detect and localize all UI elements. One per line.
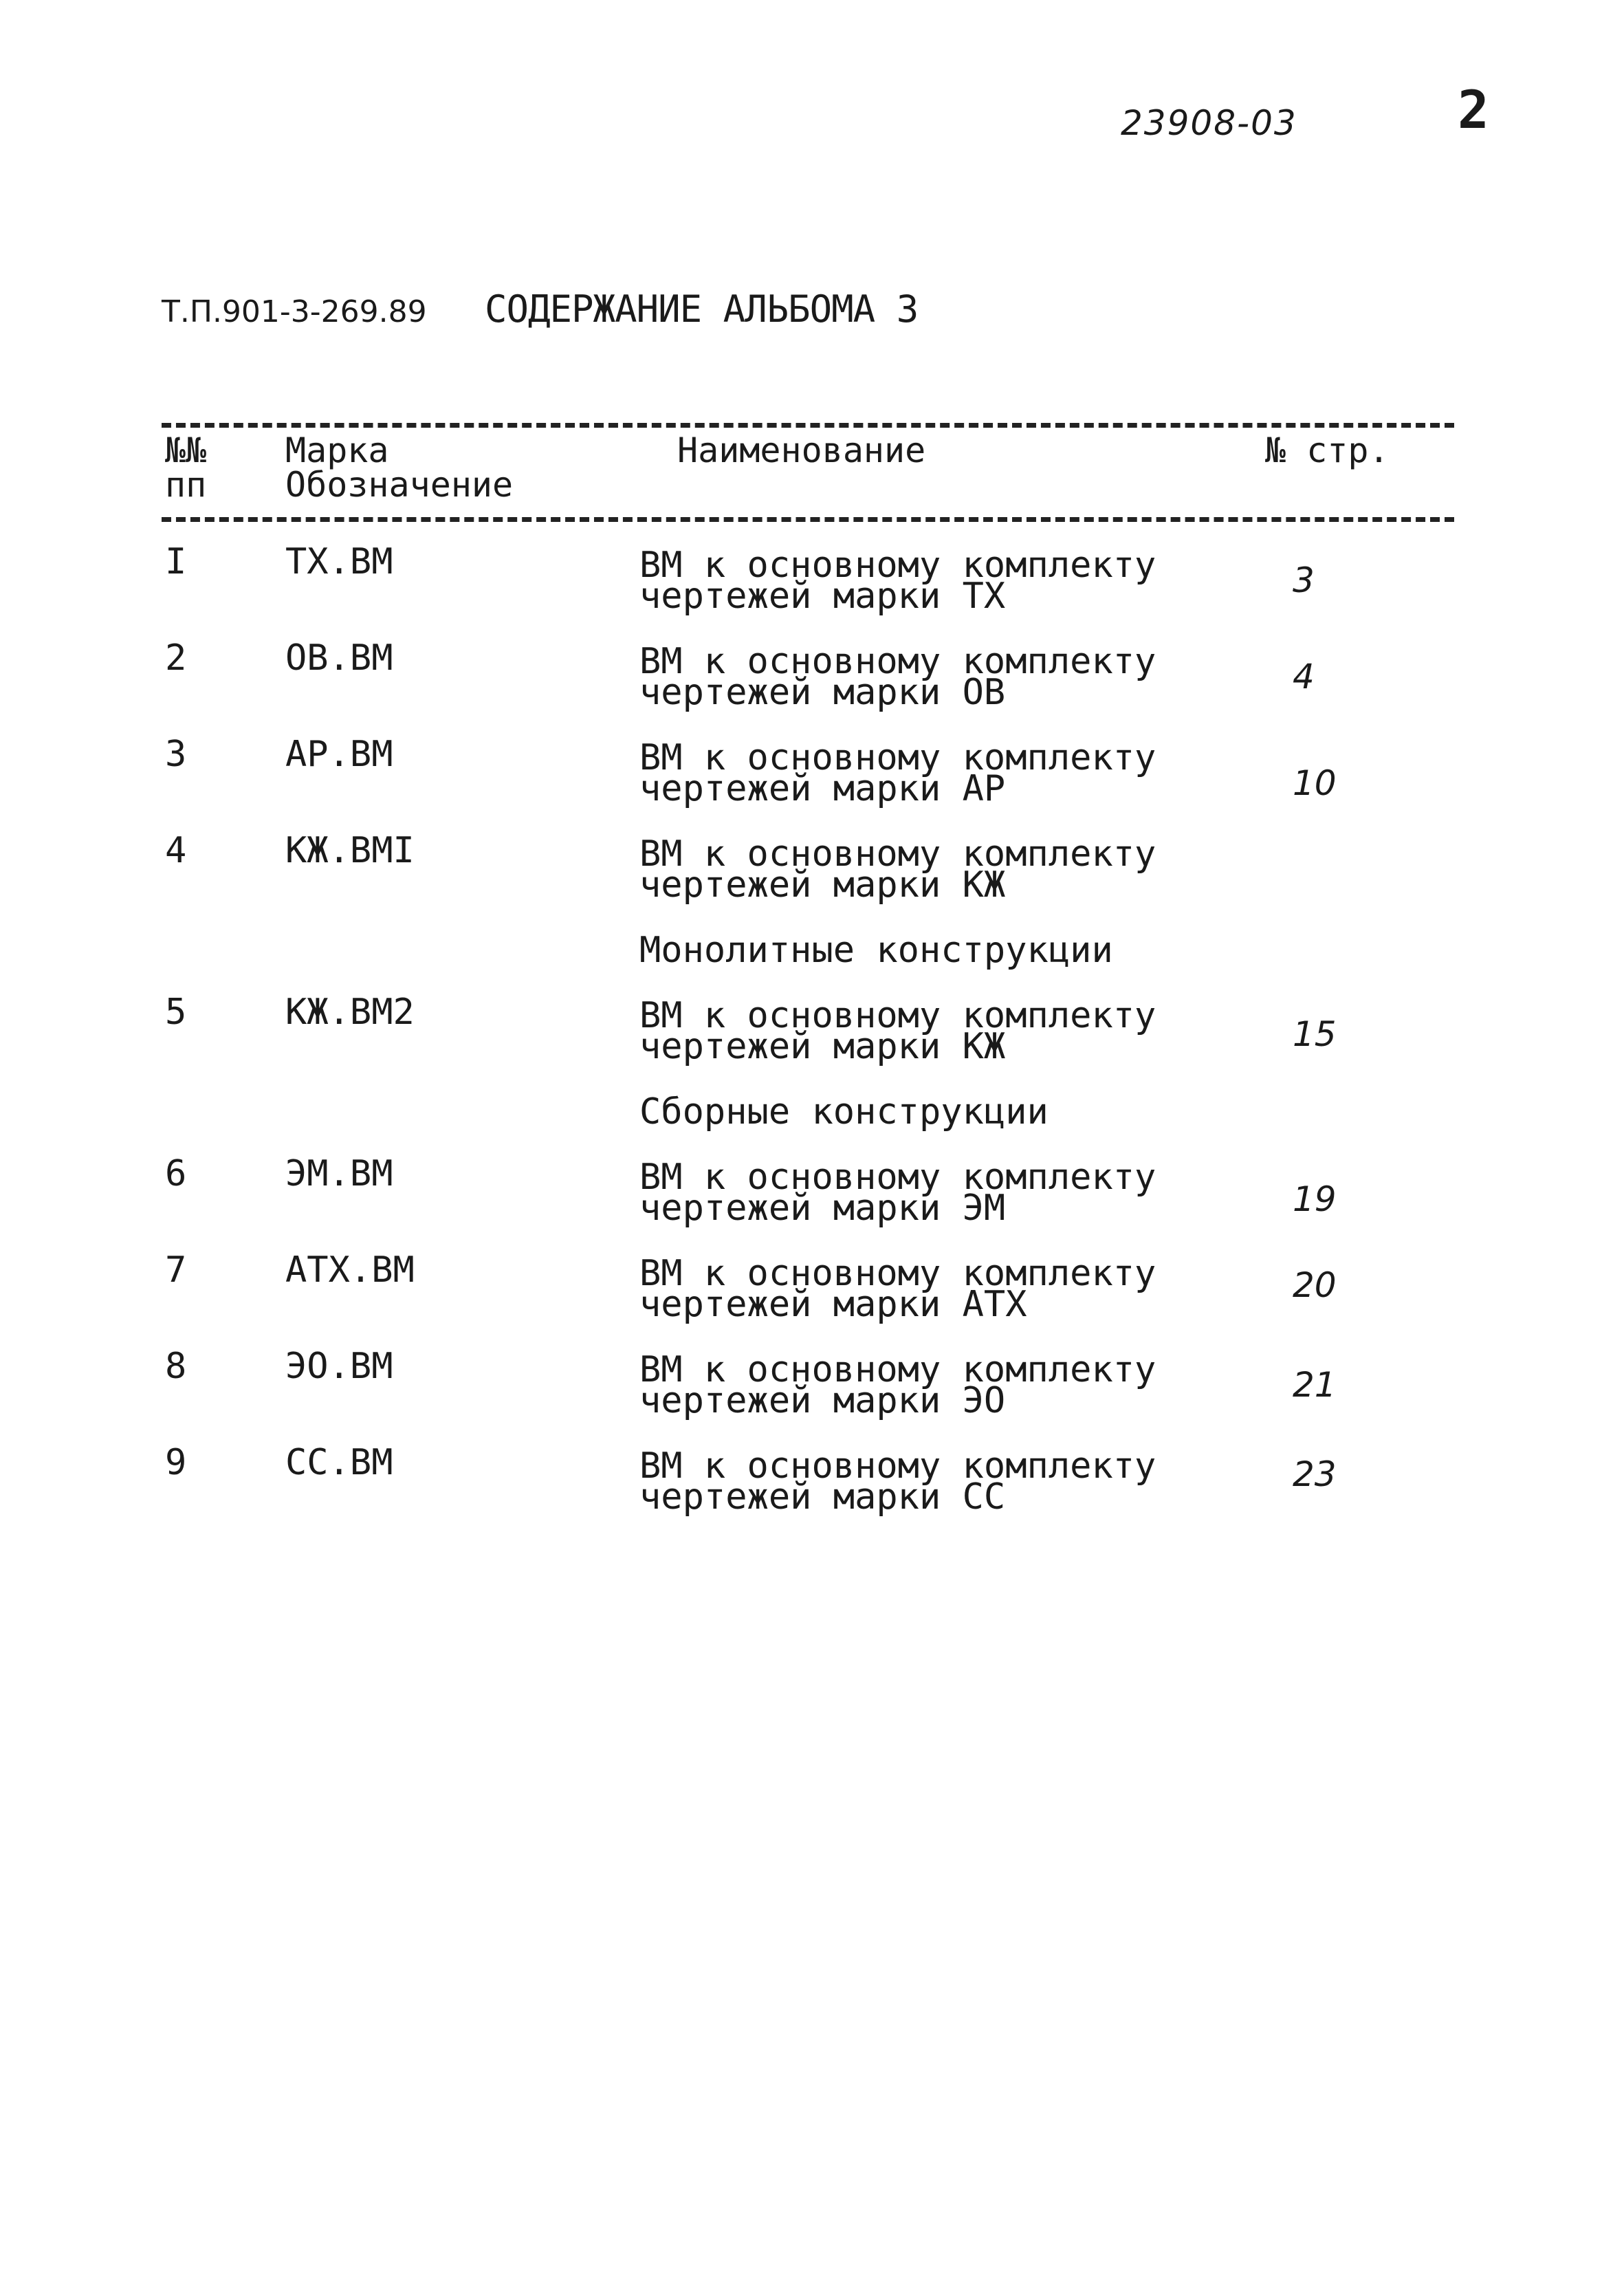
section-subheading: Сборные конструкции — [639, 1091, 1049, 1133]
row-page: 15 — [1293, 1014, 1337, 1054]
row-page: 19 — [1293, 1179, 1337, 1219]
row-name-line2: чертежей марки ТХ — [639, 576, 1006, 617]
header-mark-line2: Обозначение — [285, 465, 514, 505]
row-number: 6 — [165, 1153, 187, 1194]
row-mark: АР.ВМ — [285, 734, 393, 775]
row-name-line2: чертежей марки СС — [639, 1476, 1006, 1518]
row-mark: ЭМ.ВМ — [285, 1153, 393, 1194]
row-number: 3 — [165, 734, 187, 775]
row-page: 10 — [1293, 763, 1337, 803]
row-name-line1: ВМ к основному комплекту — [639, 545, 1156, 586]
row-name-line1: ВМ к основному комплекту — [639, 1349, 1156, 1390]
row-name-line1: ВМ к основному комплекту — [639, 737, 1156, 778]
row-mark: АТХ.ВМ — [285, 1249, 415, 1291]
row-mark: КЖ.ВМ2 — [285, 992, 415, 1033]
row-number: 7 — [165, 1249, 187, 1291]
top-dashed-rule — [162, 423, 1454, 428]
row-name-line1: ВМ к основному комплекту — [639, 995, 1156, 1036]
row-number: 9 — [165, 1442, 187, 1483]
header-dashed-rule — [162, 517, 1454, 522]
header-num-line2: пп — [165, 465, 207, 505]
sheet-number: 2 — [1458, 79, 1489, 140]
header-page: № стр. — [1265, 430, 1390, 470]
page-stamp: 23908-03 — [1121, 103, 1297, 143]
row-mark: СС.ВМ — [285, 1442, 393, 1483]
row-name-line1: ВМ к основному комплекту — [639, 1445, 1156, 1487]
row-page: 4 — [1293, 657, 1315, 697]
row-name-line1: ВМ к основному комплекту — [639, 641, 1156, 682]
row-number: 5 — [165, 992, 187, 1033]
row-mark: КЖ.ВМI — [285, 830, 415, 871]
section-subheading: Монолитные конструкции — [639, 930, 1113, 971]
row-name-line2: чертежей марки АТХ — [639, 1284, 1027, 1325]
row-page: 21 — [1293, 1365, 1337, 1405]
row-name-line2: чертежей марки ОВ — [639, 672, 1006, 713]
row-number: I — [165, 541, 187, 582]
row-name-line2: чертежей марки АР — [639, 768, 1006, 809]
row-page: 3 — [1293, 560, 1315, 600]
page-title: СОДЕРЖАНИЕ АЛЬБОМА 3 — [485, 287, 919, 331]
row-mark: ТХ.ВМ — [285, 541, 393, 582]
row-number: 4 — [165, 830, 187, 871]
row-number: 2 — [165, 637, 187, 679]
header-name: Наименование — [677, 430, 926, 470]
row-mark: ЭО.ВМ — [285, 1346, 393, 1387]
row-page: 20 — [1293, 1265, 1337, 1305]
header-mark-line1: Марка — [285, 430, 389, 470]
row-name-line2: чертежей марки КЖ — [639, 1026, 1006, 1067]
project-code: Т.П.901-3-269.89 — [162, 294, 427, 329]
row-name-line1: ВМ к основному комплекту — [639, 1157, 1156, 1198]
row-name-line2: чертежей марки КЖ — [639, 864, 1006, 906]
row-number: 8 — [165, 1346, 187, 1387]
row-name-line1: ВМ к основному комплекту — [639, 1253, 1156, 1294]
row-page: 23 — [1293, 1454, 1337, 1494]
row-name-line1: ВМ к основному комплекту — [639, 833, 1156, 875]
row-name-line2: чертежей марки ЭМ — [639, 1188, 1006, 1229]
row-mark: ОВ.ВМ — [285, 637, 393, 679]
header-num-line1: №№ — [165, 430, 207, 470]
row-name-line2: чертежей марки ЭО — [639, 1380, 1006, 1421]
